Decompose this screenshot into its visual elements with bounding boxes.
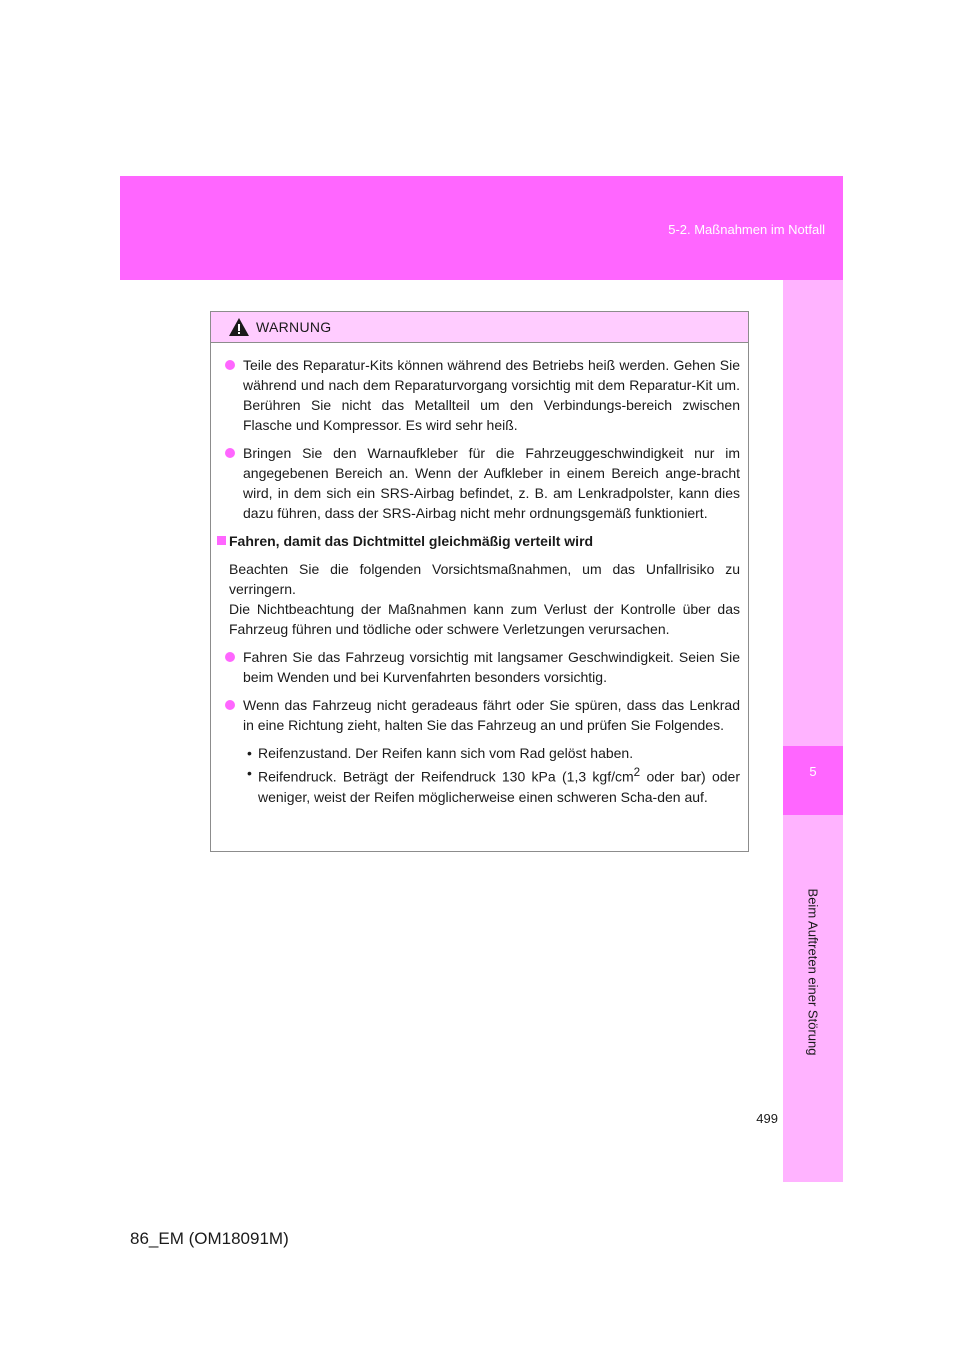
paragraph-line: Die Nichtbeachtung der Maßnahmen kann zum Verlust der Kontrolle über das Fahrzeug führen und tödliche oder schwere Verletzungen verursachen.	[229, 601, 740, 637]
bullet-text: Wenn das Fahrzeug nicht geradeaus fährt oder Sie spüren, dass das Lenkrad in eine Richtung zieht, halten Sie das Fahrzeug an und prüfen Sie Folgendes.	[243, 697, 740, 733]
sub-list-item	[217, 743, 740, 763]
chapter-number: 5	[809, 764, 817, 779]
chapter-side-tab	[783, 280, 843, 1182]
subheading-text: Fahren, damit das Dichtmittel gleichmäßig verteilt wird	[229, 533, 594, 549]
bullet-dot-icon	[225, 448, 235, 458]
warning-title: WARNUNG	[256, 319, 332, 335]
bullet-text: Bringen Sie den Warnaufkleber für die Fahrzeuggeschwindigkeit nur im angegebenen Bereich an. Wenn der Aufkleber in einem Bereich ange-bracht wird, in dem sich ein SRS-Airbag befindet, z. B. am Lenkradpolster, kann dies dazu führen, dass der SRS-Airbag nicht mehr ordnungsgemäß funktioniert.	[243, 445, 740, 521]
document-code: 86_EM (OM18091M)	[130, 1229, 289, 1248]
warning-bullet-item	[217, 443, 740, 523]
chapter-number-block	[783, 746, 843, 815]
bullet-text: Teile des Reparatur-Kits können während des Betriebs heiß werden. Gehen Sie während und nach dem Reparaturvorgang vorsichtig mit dem Reparatur-Kit um. Berühren Sie nicht das Metallteil um den Verbindungs-bereich zwischen Flasche und Kompressor. Es wird sehr heiß.	[243, 357, 740, 433]
paragraph-line: Beachten Sie die folgenden Vorsichtsmaßnahmen, um das Unfallrisiko zu verringern.	[229, 561, 740, 597]
small-dot-icon: •	[247, 745, 252, 761]
bullet-text: Fahren Sie das Fahrzeug vorsichtig mit langsamer Geschwindigkeit. Seien Sie beim Wenden und bei Kurvenfahrten besonders vorsichtig.	[243, 649, 740, 685]
superscript: 2	[633, 766, 641, 779]
chapter-label: Beim Auftreten einer Störung	[805, 888, 821, 1056]
sub-list-text: Reifendruck. Beträgt der Reifendruck 130 kPa (1,3 kgf/cm	[258, 768, 634, 785]
warning-triangle-icon	[228, 317, 250, 337]
sub-list-text: oder bar) oder weniger, weist der Reifen möglicherweise einen schweren Scha-den auf.	[258, 768, 740, 805]
bullet-dot-icon	[225, 360, 235, 370]
page-number: 499	[756, 1111, 778, 1126]
warning-bullet-item	[217, 647, 740, 687]
small-dot-icon: •	[247, 765, 252, 781]
section-title: 5-2. Maßnahmen im Notfall	[668, 222, 825, 237]
warning-header	[211, 312, 748, 343]
sub-list-item	[217, 763, 740, 807]
header-band	[120, 176, 843, 280]
square-bullet-icon	[217, 536, 226, 545]
subheading	[217, 531, 740, 551]
warning-box	[210, 311, 749, 852]
warning-body	[211, 343, 748, 807]
warning-bullet-item	[217, 355, 740, 435]
bullet-dot-icon	[225, 652, 235, 662]
bullet-dot-icon	[225, 700, 235, 710]
sub-list-text: Reifenzustand. Der Reifen kann sich vom Rad gelöst haben.	[258, 745, 634, 761]
paragraph	[217, 559, 740, 639]
warning-bullet-item	[217, 695, 740, 735]
